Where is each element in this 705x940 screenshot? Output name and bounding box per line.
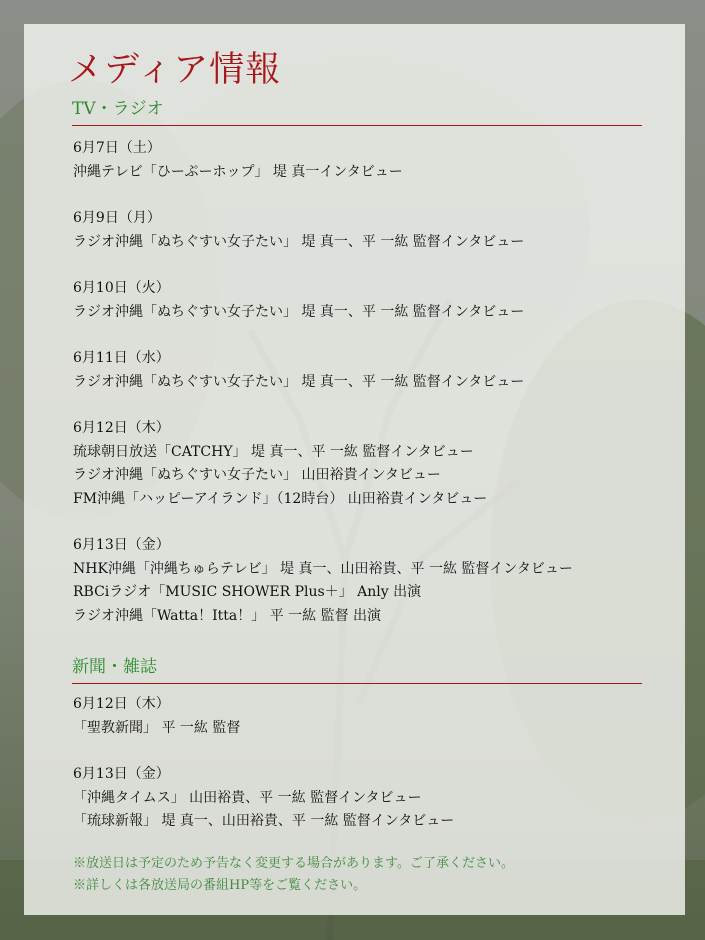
media-entry (73, 207, 673, 254)
entry-line: ラジオ沖縄「ぬちぐすい女子たい」 堤 真一、平 一紘 監督インタビュー (73, 233, 525, 250)
entry-line: NHK沖縄「沖縄ちゅらテレビ」 堤 真一、山田裕貴、平 一紘 監督インタビュー (73, 560, 573, 577)
notes (73, 853, 514, 897)
entry-line: 琉球朝日放送「CATCHY」 堤 真一、平 一紘 監督インタビュー (73, 443, 474, 460)
media-entry (73, 693, 673, 740)
entry-date: 6月12日（木） (73, 696, 170, 712)
note-line: ※放送日は予定のため予告なく変更する場合があります。ご了承ください。 (73, 856, 514, 871)
entry-date: 6月13日（金） (73, 766, 170, 782)
media-entry (73, 417, 673, 511)
section-heading-press: 新聞・雑誌 (72, 652, 642, 684)
entry-line: 「沖縄タイムス」 山田裕貴、平 一紘 監督インタビュー (73, 789, 422, 806)
media-entry (73, 277, 673, 324)
entry-line: 「聖教新聞」 平 一紘 監督 (73, 719, 241, 736)
entry-date: 6月13日（金） (73, 537, 170, 553)
media-info-panel (24, 24, 685, 915)
entry-date: 6月7日（土） (73, 140, 161, 156)
entry-line: 「琉球新報」 堤 真一、山田裕貴、平 一紘 監督インタビュー (73, 813, 455, 829)
entry-line: ラジオ沖縄「ぬちぐすい女子たい」 山田裕貴インタビュー (73, 467, 441, 483)
entry-line: FM沖縄「ハッピーアイランド」（12時台） 山田裕貴インタビュー (73, 490, 488, 507)
entry-date: 6月10日（火） (73, 280, 170, 296)
section-heading-tv-radio: TV・ラジオ (72, 94, 642, 126)
entry-line: ラジオ沖縄「ぬちぐすい女子たい」 堤 真一、平 一紘 監督インタビュー (73, 373, 525, 390)
media-entry (73, 347, 673, 394)
note-line: ※詳しくは各放送局の番組HP等をご覧ください。 (73, 878, 367, 893)
entry-date: 6月11日（水） (73, 350, 170, 366)
press-list (73, 693, 673, 857)
media-entry (73, 534, 673, 628)
entry-date: 6月9日（月） (73, 210, 161, 226)
tv-radio-list (73, 137, 673, 651)
entry-line: RBCiラジオ「MUSIC SHOWER Plus＋」 Anly 出演 (73, 584, 422, 600)
media-entry (73, 137, 673, 184)
page-title: メディア情報 (68, 50, 282, 90)
entry-date: 6月12日（木） (73, 420, 170, 436)
entry-line: 沖縄テレビ「ひーぷーホップ」 堤 真一インタビュー (73, 163, 403, 180)
entry-line: ラジオ沖縄「ぬちぐすい女子たい」 堤 真一、平 一紘 監督インタビュー (73, 303, 525, 320)
media-entry (73, 763, 673, 834)
entry-line: ラジオ沖縄「Watta！Itta！」 平 一紘 監督 出演 (73, 607, 382, 624)
